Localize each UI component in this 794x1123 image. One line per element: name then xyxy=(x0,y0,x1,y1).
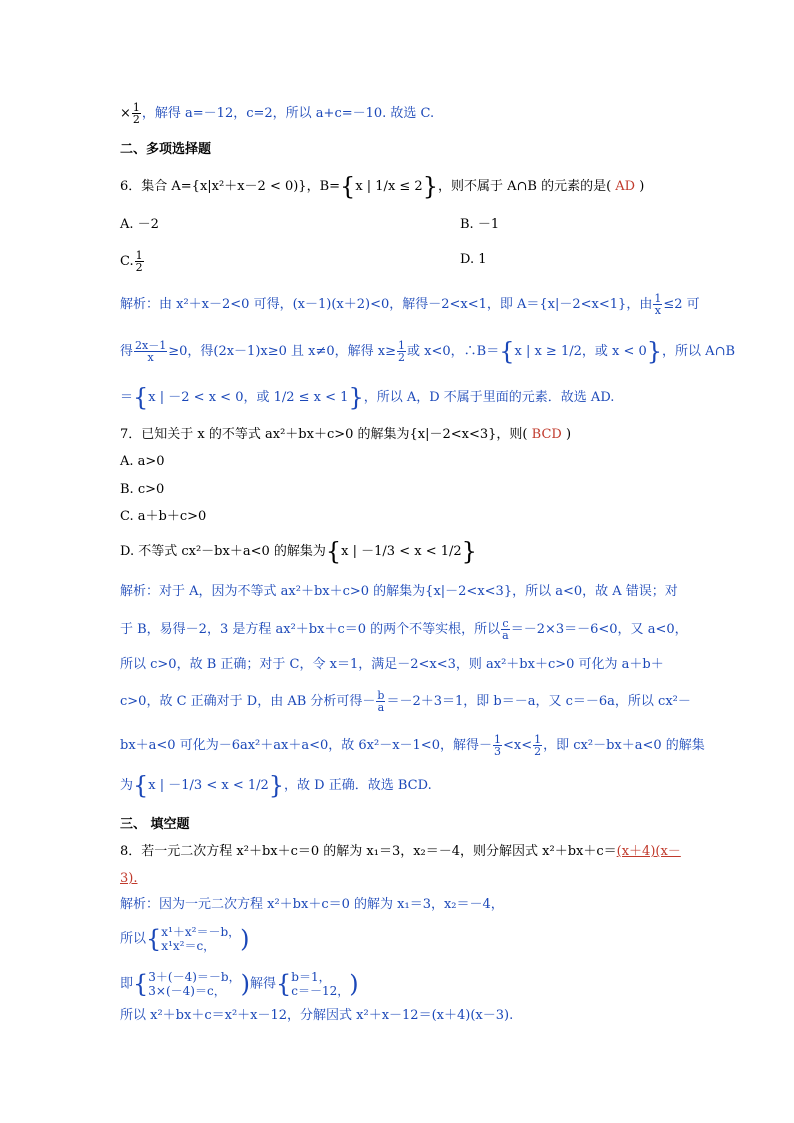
option-d: D. 不等式 cx²－bx＋a<0 的解集为{x | －1/3 < x < 1/2} xyxy=(120,537,477,566)
q7-solution-4: c>0，故 C 正确对于 D，由 AB 分析可得－ $\frac{b}{a}$ ＝－2＋3＝1，即 b＝－a，又 c＝－6a，所以 cx²－ xyxy=(120,689,691,714)
answer-badge: BCD xyxy=(531,427,562,442)
question-7: 7．已知关于 x 的不等式 ax²＋bx＋c>0 的解集为{x|－2<x<3}，则( BCD ) xyxy=(120,427,572,442)
set-b: x | 1/x ≤ 2 xyxy=(355,179,423,194)
option-c: C. a＋b＋c>0 xyxy=(120,509,207,524)
section-heading-fill-in: 三、 填空题 xyxy=(120,817,190,832)
times-sign: × xyxy=(120,106,131,121)
fraction: $\frac{1}{2}$ xyxy=(132,101,140,126)
q8-solution-1: 解析：因为一元二次方程 x²＋bx＋c＝0 的解为 x₁＝3，x₂＝－4， xyxy=(120,897,504,912)
answer-text: 3). xyxy=(120,871,138,886)
q7-solution-1: 解析：对于 A，因为不等式 ax²＋bx＋c>0 的解集为{x|－2<x<3}，所以 a<0，故 A 错误；对 xyxy=(120,584,678,599)
q8-solution-4: 所以 x²＋bx＋c＝x²＋x－12，分解因式 x²＋x－12＝(x＋4)(x－3). xyxy=(120,1008,514,1023)
answer-text: (x＋4)(x－ xyxy=(616,844,681,859)
option-b: B. c>0 xyxy=(120,482,165,497)
q6-solution-1: 解析：由 x²＋x－2<0 可得，(x－1)(x＋2)<0，解得－2<x<1，即 A＝{x|－2<x<1}，由 $\frac{1}{x}$ ≤2 可 xyxy=(120,292,700,317)
q7-solution-2: 于 B，易得－2，3 是方程 ax²＋bx＋c＝0 的两个不等实根，所以 $\frac{c}{a}$ ＝－2×3＝－6<0，又 a<0， xyxy=(120,617,688,642)
q8-solution-3: 即{3＋(－4)＝－b， 3×(－4)＝c， )解得{b＝1， c＝－12，) xyxy=(120,970,359,998)
q6-solution-2: 得 $\frac{2x-1}{x}$ ≥0，得(2x－1)x≥0 且 x≠0，解得 x≥ $\frac{1}{2}$ 或 x<0，∴B＝{x | x ≥ 1/2，或 x < 0}，所以 A∩B xyxy=(120,337,736,366)
option-a: A. －2 xyxy=(120,217,159,232)
q6-options-row2: C. $\frac{1}{2}$ D. 1 xyxy=(120,249,487,274)
intro-line xyxy=(120,102,674,125)
q6-solution-3: ＝{x | －2 < x < 0，或 1/2 ≤ x < 1}，所以 A，D 不属于里面的元素．故选 AD. xyxy=(120,383,615,412)
q6-options-row1 xyxy=(120,215,674,235)
question-8-cont xyxy=(120,869,674,889)
option-b: B. －1 xyxy=(460,217,500,232)
q7-solution-5: bx＋a<0 可化为－6ax²＋ax＋a<0，故 6x²－x－1<0，解得－ $\frac{1}{3}$ <x< $\frac{1}{2}$ ，即 cx²－bx＋a<0 的解集 xyxy=(120,733,705,758)
answer-badge: AD xyxy=(615,179,636,194)
option-a: A. a>0 xyxy=(120,454,165,469)
q8-solution-2: 所以{x¹＋x²＝－b， x¹x²＝c， ) xyxy=(120,925,250,953)
option-c: C. xyxy=(120,254,134,269)
option-d: D. 1 xyxy=(460,252,487,267)
question-8: 8．若一元二次方程 x²＋bx＋c＝0 的解为 x₁＝3，x₂＝－4，则分解因式 x²＋bx＋c＝(x＋4)(x－ xyxy=(120,844,681,859)
q7-solution-3: 所以 c>0，故 B 正确；对于 C，令 x＝1，满足－2<x<3，则 ax²＋bx＋c>0 可化为 a＋b＋ xyxy=(120,657,664,672)
question-6: 6．集合 A={x|x²＋x－2 < 0)}，B={x | 1/x ≤ 2}，则不属于 A∩B 的元素的是( AD ) xyxy=(120,172,645,201)
section-heading-multiple-choice: 二、多项选择题 xyxy=(120,142,212,157)
q7-solution-6: 为{x | －1/3 < x < 1/2}，故 D 正确．故选 BCD. xyxy=(120,771,432,800)
solution-text: ，解得 a=－12，c=2，所以 a+c=－10. 故选 C. xyxy=(141,106,435,121)
